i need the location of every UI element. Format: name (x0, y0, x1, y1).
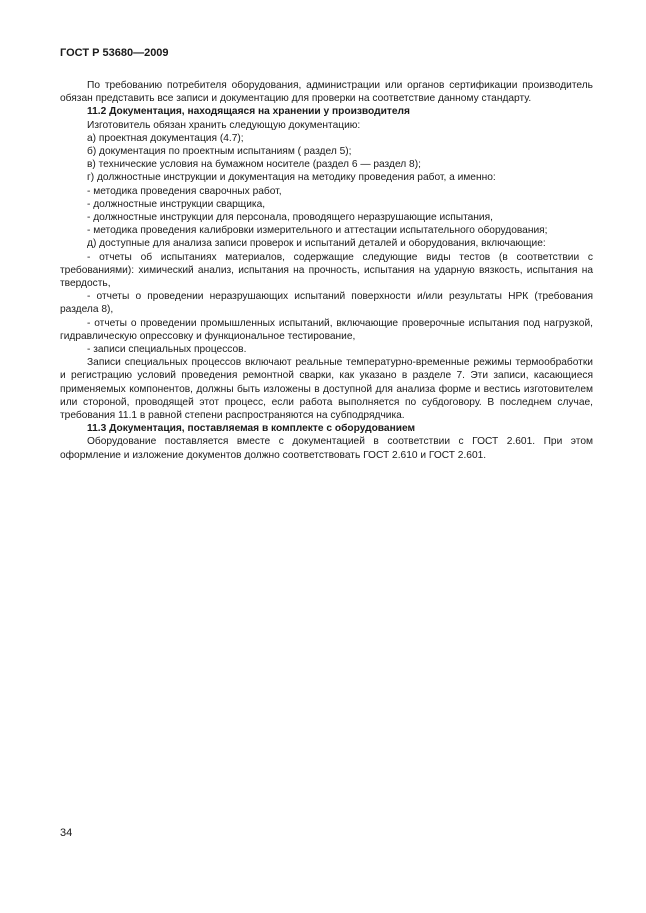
list-item: - должностные инструкции сварщика, (87, 198, 266, 210)
list-item: - должностные инструкции для персонала, проводящего неразрушающие испытания, (87, 212, 493, 224)
list-item: - отчеты о проведении неразрушающих испытаний поверхности и/или результаты НРК (требования раздела 8), (60, 291, 593, 316)
list-item: - отчеты об испытаниях материалов, содержащие следующие виды тестов (в соответствии с требованиями): химический анализ, испытания на прочность, испытания на ударную вязкость, испытания на твердость, (60, 251, 593, 290)
document-body (60, 79, 593, 462)
paragraph: Оборудование поставляется вместе с документацией в соответствии с ГОСТ 2.601. При этом оформление и изложение документов должно соответствовать ГОСТ 2.610 и ГОСТ 2.601. (60, 436, 593, 461)
paragraph: Записи специальных процессов включают реальные температурно-временные режимы термообработки и регистрацию условий проведения ремонтной сварки, как указано в разделе 7. Эти записи, касающиеся применяемых компонентов, должны быть изложены в доступной для анализа форме и вестись изготовителем или стороной, проводящей этот процесс, если работа выполняется по субдоговору. В последнем случае, требования 11.1 в равной степени распространяются на субподрядчика. (60, 357, 593, 422)
list-item: - отчеты о проведении промышленных испытаний, включающие проверочные испытания под нагрузкой, гидравлическую опрессовку и функциональное тестирование, (60, 317, 593, 342)
list-item: б) документация по проектным испытаниям ( раздел 5); (87, 146, 352, 158)
paragraph: По требованию потребителя оборудования, администрации или органов сертификации производитель обязан представить все записи и документацию для проверки на соответствие данному стандарту. (60, 80, 593, 105)
list-item: в) технические условия на бумажном носителе (раздел 6 — раздел 8); (87, 159, 421, 171)
list-item: - записи специальных процессов. (87, 344, 247, 356)
paragraph: Изготовитель обязан хранить следующую документацию: (87, 119, 361, 131)
section-heading: 11.2 Документация, находящаяся на хранении у производителя (87, 106, 410, 118)
page-number: 34 (60, 827, 73, 839)
list-item: а) проектная документация (4.7); (87, 132, 244, 144)
document-header: ГОСТ Р 53680—2009 (60, 47, 169, 59)
section-heading: 11.3 Документация, поставляемая в комплекте с оборудованием (87, 423, 416, 435)
list-item: - методика проведения сварочных работ, (87, 185, 282, 197)
list-item: д) доступные для анализа записи проверок и испытаний деталей и оборудования, включающие: (87, 238, 546, 250)
list-item: - методика проведения калибровки измерительного и аттестации испытательного оборудования; (87, 225, 548, 237)
list-item: г) должностные инструкции и документация на методику проведения работ, а именно: (87, 172, 496, 184)
